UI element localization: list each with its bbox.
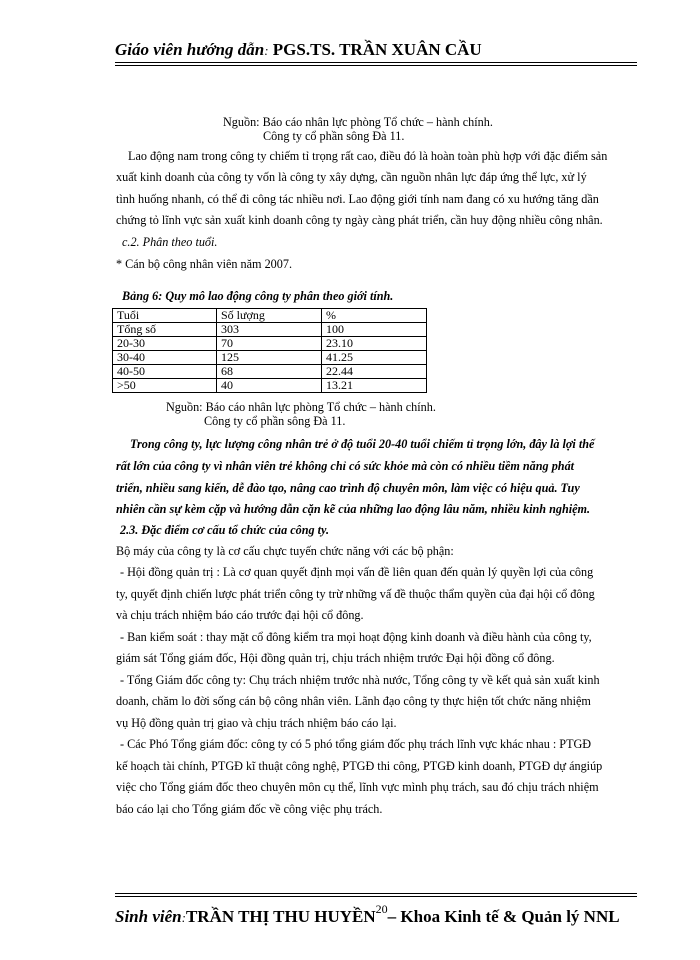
page-number: 20 <box>375 902 388 916</box>
body-line: - Các Phó Tổng giám đốc: công ty có 5 phó tổng giám đốc phụ trách lĩnh vực khác nhau : PTGĐ <box>120 737 592 751</box>
footer-label: Sinh viên <box>115 907 182 926</box>
table-header-row <box>113 309 427 323</box>
age-distribution-table <box>112 308 427 393</box>
section-heading: 2.3. Đặc điểm cơ cấu tổ chức của công ty. <box>120 523 330 537</box>
body-line: vụ Hộ đồng quản trị giao và chịu trách nhiệm báo cáo lại. <box>116 716 397 730</box>
body-line: việc cho Tổng giám đốc theo chuyên môn cụ thể, lĩnh vực mình phụ trách, sau đó chịu trách nhiệm <box>116 780 599 794</box>
table-cell: 125 <box>217 351 322 365</box>
table-cell: 23.10 <box>322 337 427 351</box>
table-cell: Tổng số <box>113 323 217 337</box>
table-header-cell: % <box>322 309 427 323</box>
body-line: giám sát Tổng giám đốc, Hội đồng quản trị, chịu trách nhiệm trước Đại hội đồng cổ đông. <box>116 651 555 665</box>
footer-rule-second <box>115 896 637 897</box>
source-note-line1: Nguồn: Báo cáo nhân lực phòng Tổ chức – hành chính. <box>223 115 493 129</box>
table-cell: >50 <box>113 379 217 393</box>
body-line: và chịu trách nhiệm báo cáo trước đại hội cổ đông. <box>116 608 364 622</box>
body-line: - Ban kiểm soát : thay mặt cổ đông kiểm tra mọi hoạt động kinh doanh và điều hành của công ty, <box>120 630 592 644</box>
table-row <box>113 337 427 351</box>
table-cell: 68 <box>217 365 322 379</box>
emphasis-paragraph-line: triển, nhiều sang kiến, dễ đào tạo, nâng cao trình độ chuyên môn, làm việc có hiệu quả. Tuy <box>116 481 580 495</box>
table-cell: 100 <box>322 323 427 337</box>
table-caption: Bảng 6: Quy mô lao động công ty phân theo giới tính. <box>122 289 394 303</box>
header-advisor-name: PGS.TS. TRẦN XUÂN CẦU <box>272 40 482 59</box>
source-note-line2: Công ty cổ phần sông Đà 11. <box>263 129 405 143</box>
body-line: - Tổng Giám đốc công ty: Chụ trách nhiệm trước nhà nước, Tổng công ty về kết quả sản xuất kinh <box>120 673 600 687</box>
table-header-cell: Tuổi <box>113 309 217 323</box>
page-header <box>115 40 482 60</box>
paragraph-line: chứng tỏ lĩnh vực sản xuất kinh doanh công ty ngày càng phát triển, cần huy động nhiều công nhân. <box>116 213 603 227</box>
header-separator: : <box>264 43 269 58</box>
body-line: báo cáo lại cho Tổng giám đốc về công việc phụ trách. <box>116 802 383 816</box>
table-cell: 40 <box>217 379 322 393</box>
table-source-line2: Công ty cổ phần sông Đà 11. <box>204 414 346 428</box>
table-row <box>113 351 427 365</box>
emphasis-paragraph-line: rất lớn của công ty vì nhân viên trẻ không chỉ có sức khỏe mà còn có nhiều tiềm năng phát <box>116 459 575 473</box>
subsection-heading: c.2. Phân theo tuổi. <box>122 235 218 249</box>
table-cell: 70 <box>217 337 322 351</box>
table-row <box>113 379 427 393</box>
table-cell: 40-50 <box>113 365 217 379</box>
footer-separator: : <box>181 910 186 925</box>
table-cell: 20-30 <box>113 337 217 351</box>
emphasis-paragraph-line: Trong công ty, lực lượng công nhân trẻ ở độ tuổi 20-40 tuổi chiếm tỉ trọng lớn, đây là lợi thế <box>130 437 595 451</box>
emphasis-paragraph-line: nhiên cần sự kèm cặp và hướng dẫn cặn kẽ của những lao động lâu năm, nhiều kinh nghiệm. <box>116 502 591 516</box>
page-footer <box>115 902 620 927</box>
table-cell: 303 <box>217 323 322 337</box>
table-header-cell: Số lượng <box>217 309 322 323</box>
body-line: doanh, chăm lo đời sống cán bộ công nhân viên. Lãnh đạo công ty thực hiện tốt chức năng nhiệm <box>116 694 591 708</box>
header-rule-second <box>115 65 637 66</box>
table-cell: 22.44 <box>322 365 427 379</box>
table-cell: 41.25 <box>322 351 427 365</box>
table-cell: 30-40 <box>113 351 217 365</box>
header-label: Giáo viên hướng dẫn <box>115 40 265 59</box>
table-cell: 13.21 <box>322 379 427 393</box>
table-source-line1: Nguồn: Báo cáo nhân lực phòng Tổ chức – hành chính. <box>166 400 436 414</box>
body-line: ty, quyết định chiến lược phát triển công ty trừ những vấ đề thuộc thẩm quyền của đại hội cổ đông <box>116 587 595 601</box>
body-line: - Hội đồng quản trị : Là cơ quan quyết định mọi vấn đề liên quan đến quản lý quyền lợi của công <box>120 565 594 579</box>
paragraph-line: xuất kinh doanh của công ty vốn là công ty xây dựng, cần nguồn nhân lực đáp ứng thể lực, xử lý <box>116 170 587 184</box>
body-line: kế hoạch tài chính, PTGĐ kĩ thuật công nghệ, PTGĐ thi công, PTGĐ kinh doanh, PTGĐ dự ángiúp <box>116 759 603 773</box>
header-rule <box>115 62 637 63</box>
note-line: * Cán bộ công nhân viên năm 2007. <box>116 257 293 271</box>
footer-department: Khoa Kinh tế & Quản lý NNL <box>400 907 620 926</box>
footer-student-name: TRẦN THỊ THU HUYỀN <box>185 907 376 926</box>
paragraph-line: tình huống nhanh, có thể đi công tác nhiều nơi. Lao động giới tính nam đang có xu hướng tăng dần <box>116 192 599 206</box>
body-line: Bộ máy của công ty là cơ cấu chực tuyến chức năng với các bộ phận: <box>116 544 454 558</box>
footer-dash: – <box>387 907 397 926</box>
table-row <box>113 323 427 337</box>
footer-rule <box>115 893 637 894</box>
paragraph-line: Lao động nam trong công ty chiếm tỉ trọng rất cao, điều đó là hoàn toàn phù hợp với đặc điểm sản <box>128 149 608 163</box>
table-row <box>113 365 427 379</box>
